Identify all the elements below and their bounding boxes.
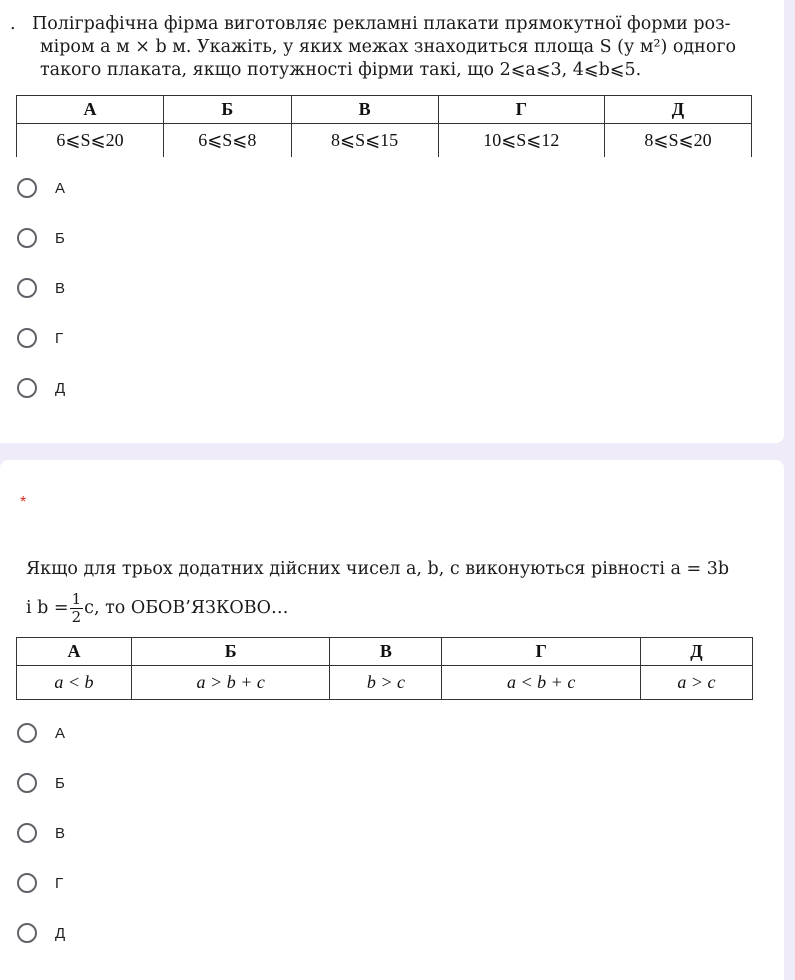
q2-option-a[interactable] xyxy=(17,720,65,746)
q2-option-b[interactable] xyxy=(17,770,65,796)
question-2-text xyxy=(26,558,761,626)
question-2-line-2-pre: і b = xyxy=(26,598,69,618)
q2-option-c[interactable] xyxy=(17,820,65,846)
table-header-cell: А xyxy=(17,638,132,666)
question-2-line-2 xyxy=(0,591,761,626)
table-cell: 8⩽S⩽15 xyxy=(291,124,438,158)
table-cell: b > c xyxy=(330,666,442,700)
table-row xyxy=(17,666,753,700)
table-header-cell: А xyxy=(17,96,164,124)
table-header-cell: В xyxy=(330,638,442,666)
table-cell: 8⩽S⩽20 xyxy=(604,124,751,158)
table-cell: 6⩽S⩽8 xyxy=(164,124,292,158)
q1-option-a[interactable] xyxy=(17,175,65,201)
fraction-denominator: 2 xyxy=(71,608,82,626)
q2-option-e[interactable] xyxy=(17,920,65,946)
question-1-line-2: міром a м × b м. Укажіть, у яких межах знаходиться площа S (у м²) одного xyxy=(40,37,737,57)
radio-button[interactable] xyxy=(17,228,37,248)
question-2-line-2-post: c, то ОБОВ’ЯЗКОВО… xyxy=(84,598,289,618)
fraction xyxy=(70,591,84,626)
table-header-cell: Д xyxy=(604,96,751,124)
question-card-2 xyxy=(0,460,784,980)
table-header-cell: Д xyxy=(640,638,752,666)
radio-button[interactable] xyxy=(17,378,37,398)
option-label: Д xyxy=(55,379,66,397)
option-label: А xyxy=(55,724,66,742)
option-label: Б xyxy=(55,229,65,247)
q1-option-e[interactable] xyxy=(17,375,65,401)
q2-option-d[interactable] xyxy=(17,870,63,896)
table-header-row xyxy=(17,96,752,124)
radio-button[interactable] xyxy=(17,723,37,743)
option-label: В xyxy=(55,279,66,297)
table-cell: a < b xyxy=(17,666,132,700)
q1-option-d[interactable] xyxy=(17,325,63,351)
radio-button[interactable] xyxy=(17,873,37,893)
radio-button[interactable] xyxy=(17,823,37,843)
question-1-line-1-text: Поліграфічна фірма виготовляє рекламні плакати прямокутної форми роз- xyxy=(32,14,731,34)
option-label: А xyxy=(55,179,66,197)
radio-button[interactable] xyxy=(17,178,37,198)
table-header-row xyxy=(17,638,753,666)
table-cell: 6⩽S⩽20 xyxy=(17,124,164,158)
table-cell: a < b + c xyxy=(442,666,640,700)
q1-option-c[interactable] xyxy=(17,275,65,301)
table-cell: a > c xyxy=(640,666,752,700)
required-marker: * xyxy=(20,494,27,511)
question-1-line-3: такого плаката, якщо потужності фірми такі, що 2⩽a⩽3, 4⩽b⩽5. xyxy=(40,60,642,80)
q1-option-b[interactable] xyxy=(17,225,65,251)
fraction-numerator: 1 xyxy=(71,590,82,608)
radio-button[interactable] xyxy=(17,278,37,298)
option-label: Б xyxy=(55,774,65,792)
question-1-text xyxy=(10,13,761,82)
option-label: Г xyxy=(55,874,64,892)
option-label: Г xyxy=(55,329,64,347)
table-header-cell: Б xyxy=(131,638,329,666)
table-header-cell: Г xyxy=(442,638,640,666)
table-cell: 10⩽S⩽12 xyxy=(438,124,604,158)
table-header-cell: В xyxy=(291,96,438,124)
table-header-cell: Б xyxy=(164,96,292,124)
table-header-cell: Г xyxy=(438,96,604,124)
question-2-answer-table xyxy=(16,637,753,700)
table-cell: a > b + c xyxy=(131,666,329,700)
radio-button[interactable] xyxy=(17,923,37,943)
question-2-line-1: Якщо для трьох додатних дійсних чисел a, b, c виконуються рівності a = 3b xyxy=(26,559,730,579)
table-row xyxy=(17,124,752,158)
radio-button[interactable] xyxy=(17,328,37,348)
option-label: Д xyxy=(55,924,66,942)
question-1-line-1 xyxy=(10,14,731,34)
radio-button[interactable] xyxy=(17,773,37,793)
question-1-answer-table xyxy=(16,95,752,157)
question-1-number: . xyxy=(10,14,16,34)
option-label: В xyxy=(55,824,66,842)
